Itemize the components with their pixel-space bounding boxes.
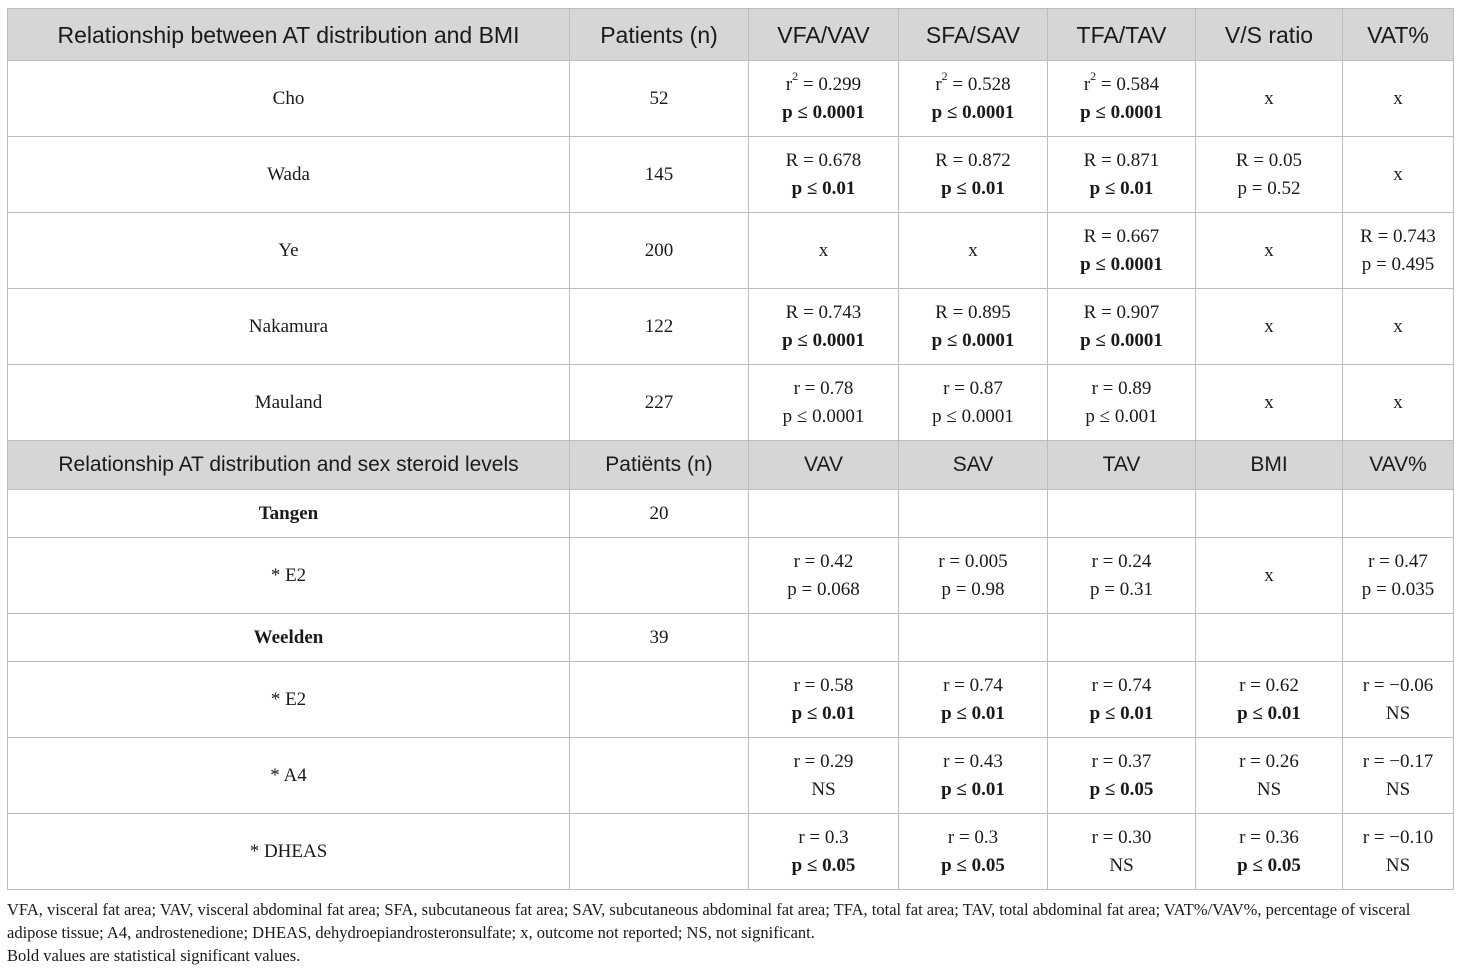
coefficient: R = 0.907 [1083,301,1160,323]
column-header: BMI [1196,441,1343,490]
study-name: Weelden [8,614,570,662]
section1-header-row [8,9,1454,61]
table-cell [749,662,899,738]
coefficient: R = 0.678 [785,149,862,171]
table-cell [899,490,1048,538]
coefficient: r = 0.62 [1239,674,1299,696]
table-cell [1343,738,1454,814]
not-reported-cell: x [1196,213,1343,289]
table-cell [899,137,1048,213]
not-reported-cell: x [749,213,899,289]
coefficient: R = 0.895 [935,301,1011,323]
column-header: V/S ratio [1196,9,1343,61]
table-cell [899,365,1048,441]
hormone-label: * A4 [8,738,570,814]
section2-header-row [8,441,1454,490]
coefficient: r = 0.3 [947,826,999,848]
coefficient: r = 0.42 [793,550,854,572]
p-value: p ≤ 0.01 [1089,702,1154,724]
not-reported-cell: x [1196,289,1343,365]
table-cell [749,614,899,662]
patient-count: 20 [570,490,749,538]
table-cell [1343,662,1454,738]
p-value: p ≤ 0.05 [1237,854,1301,876]
p-value: p ≤ 0.0001 [1080,329,1163,351]
patient-count: 227 [570,365,749,441]
patient-count: 52 [570,61,749,137]
coefficient: r = 0.43 [943,750,1003,772]
coefficient: $r^2 = 0.584$ [1083,69,1160,95]
abbreviations-note: VFA, visceral fat area; VAV, visceral abdominal fat area; SFA, subcutaneous fat area; SAV, subcutaneous abdominal fat area; TFA, total fat area; TAV, total abdominal fat area; VAT%/VAV%, percentage of visceral adipose tissue; A4, androstenedione; DHEAS, dehydroepiandrosteronsulfate; x, outcome not reported; NS, not significant. [7,900,1411,942]
table-row [8,738,1454,814]
table-footnote [7,898,1455,967]
p-value: p = 0.495 [1361,253,1435,275]
table-cell [1048,662,1196,738]
coefficient: r = 0.87 [943,377,1003,399]
p-value: p ≤ 0.01 [941,702,1005,724]
coefficient: r = 0.24 [1091,550,1152,572]
p-value: p ≤ 0.0001 [931,101,1015,123]
coefficient: r = 0.47 [1368,550,1428,572]
coefficient: r = −0.06 [1362,674,1434,696]
study-name: Cho [8,61,570,137]
table-cell [1196,137,1343,213]
table-cell [899,289,1048,365]
table-row [8,814,1454,890]
p-value: p ≤ 0.0001 [1080,101,1163,123]
table-cell [749,137,899,213]
column-header: VAV% [1343,441,1454,490]
patient-count: 200 [570,213,749,289]
coefficient: r = −0.10 [1362,826,1434,848]
table-cell [1343,538,1454,614]
coefficient: R = 0.05 [1235,149,1303,171]
column-header: VFA/VAV [749,9,899,61]
table-cell [1196,738,1343,814]
table-cell [749,365,899,441]
p-value: NS [1385,702,1411,724]
column-header: VAT% [1343,9,1454,61]
table-cell [749,538,899,614]
table-cell [1048,137,1196,213]
table-cell [749,61,899,137]
table-cell [570,662,749,738]
table-cell [570,814,749,890]
coefficient: r = 0.3 [798,826,849,848]
coefficient: r = 0.58 [793,674,854,696]
table-cell [1343,213,1454,289]
p-value: p ≤ 0.01 [791,177,856,199]
p-value: p ≤ 0.01 [1089,177,1154,199]
study-group-row [8,614,1454,662]
p-value: NS [1385,778,1411,800]
table-row [8,61,1454,137]
coefficient: r = 0.26 [1239,750,1299,772]
study-name: Wada [8,137,570,213]
p-value: p ≤ 0.01 [1237,702,1301,724]
table-row [8,289,1454,365]
hormone-label: * DHEAS [8,814,570,890]
table-cell [1343,814,1454,890]
p-value: p ≤ 0.0001 [782,101,865,123]
coefficient: r = 0.74 [943,674,1003,696]
table-cell [899,738,1048,814]
not-reported-cell: x [1196,61,1343,137]
study-name: Ye [8,213,570,289]
coefficient: r = 0.30 [1091,826,1152,848]
p-value: p ≤ 0.05 [941,854,1005,876]
coefficient: r = 0.36 [1239,826,1299,848]
table-cell [1048,61,1196,137]
bold-values-note: Bold values are statistical significant values. [7,946,301,965]
p-value: p ≤ 0.01 [941,177,1005,199]
table-cell [1048,538,1196,614]
column-header: TAV [1048,441,1196,490]
coefficient: $r^2 = 0.528$ [935,69,1011,95]
p-value: p = 0.52 [1237,177,1301,199]
hormone-label: * E2 [8,538,570,614]
table-row [8,662,1454,738]
not-reported-cell: x [1343,289,1454,365]
table-cell [899,61,1048,137]
p-value: p ≤ 0.01 [791,702,856,724]
p-value: p ≤ 0.001 [1085,405,1158,427]
table-cell [1343,490,1454,538]
table-cell [749,814,899,890]
p-value: p ≤ 0.0001 [782,405,865,427]
p-value: p = 0.068 [787,578,860,600]
coefficient: R = 0.743 [1360,225,1436,247]
table-cell [1343,614,1454,662]
table-cell [899,814,1048,890]
coefficient: r = 0.74 [1091,674,1152,696]
patient-count: 145 [570,137,749,213]
table-cell [1196,490,1343,538]
p-value: p = 0.035 [1361,578,1435,600]
table-cell [749,490,899,538]
p-value: NS [811,778,836,800]
table-cell [1196,662,1343,738]
not-reported-cell: x [899,213,1048,289]
column-header: Patiënts (n) [570,441,749,490]
p-value: p ≤ 0.0001 [932,405,1014,427]
table-cell [570,538,749,614]
column-header: SFA/SAV [899,9,1048,61]
table-cell [1048,289,1196,365]
table-cell [749,289,899,365]
table-cell [1048,213,1196,289]
not-reported-cell: x [1196,365,1343,441]
column-header: Relationship AT distribution and sex steroid levels [8,441,570,490]
study-name: Nakamura [8,289,570,365]
table-row [8,213,1454,289]
table-cell [1048,490,1196,538]
study-name: Tangen [8,490,570,538]
table-cell [1048,738,1196,814]
column-header: VAV [749,441,899,490]
p-value: p = 0.98 [941,578,1005,600]
table-row [8,365,1454,441]
coefficient: R = 0.667 [1083,225,1160,247]
coefficient: R = 0.743 [785,301,862,323]
coefficient: r = −0.17 [1362,750,1434,772]
table-cell [899,614,1048,662]
patient-count: 39 [570,614,749,662]
coefficient: r = 0.29 [793,750,854,772]
column-header: Relationship between AT distribution and BMI [8,9,570,61]
coefficient: $r^2 = 0.299$ [785,69,862,95]
coefficient: R = 0.871 [1083,149,1160,171]
table-cell [899,662,1048,738]
results-table [7,8,1454,890]
table-row [8,137,1454,213]
p-value: p = 0.31 [1090,578,1153,600]
p-value: p ≤ 0.0001 [931,329,1015,351]
coefficient: r = 0.89 [1091,377,1152,399]
not-reported-cell: x [1196,538,1343,614]
table-cell [1048,814,1196,890]
coefficient: r = 0.005 [938,550,1008,572]
coefficient: r = 0.37 [1091,750,1152,772]
table-cell [1196,814,1343,890]
coefficient: r = 0.78 [793,377,854,399]
patient-count: 122 [570,289,749,365]
not-reported-cell: x [1343,61,1454,137]
table-cell [1048,365,1196,441]
not-reported-cell: x [1343,137,1454,213]
table-row [8,538,1454,614]
study-group-row [8,490,1454,538]
p-value: p ≤ 0.05 [791,854,856,876]
p-value: p ≤ 0.05 [1089,778,1154,800]
p-value: NS [1385,854,1411,876]
table-cell [1048,614,1196,662]
coefficient: R = 0.872 [935,149,1011,171]
p-value: NS [1256,778,1282,800]
hormone-label: * E2 [8,662,570,738]
table-cell [749,738,899,814]
study-name: Mauland [8,365,570,441]
table-cell [1196,614,1343,662]
p-value: p ≤ 0.01 [941,778,1005,800]
p-value: p ≤ 0.0001 [1080,253,1163,275]
p-value: NS [1109,854,1134,876]
table-cell [570,738,749,814]
column-header: TFA/TAV [1048,9,1196,61]
table-cell [899,538,1048,614]
column-header: SAV [899,441,1048,490]
not-reported-cell: x [1343,365,1454,441]
p-value: p ≤ 0.0001 [782,329,865,351]
column-header: Patients (n) [570,9,749,61]
